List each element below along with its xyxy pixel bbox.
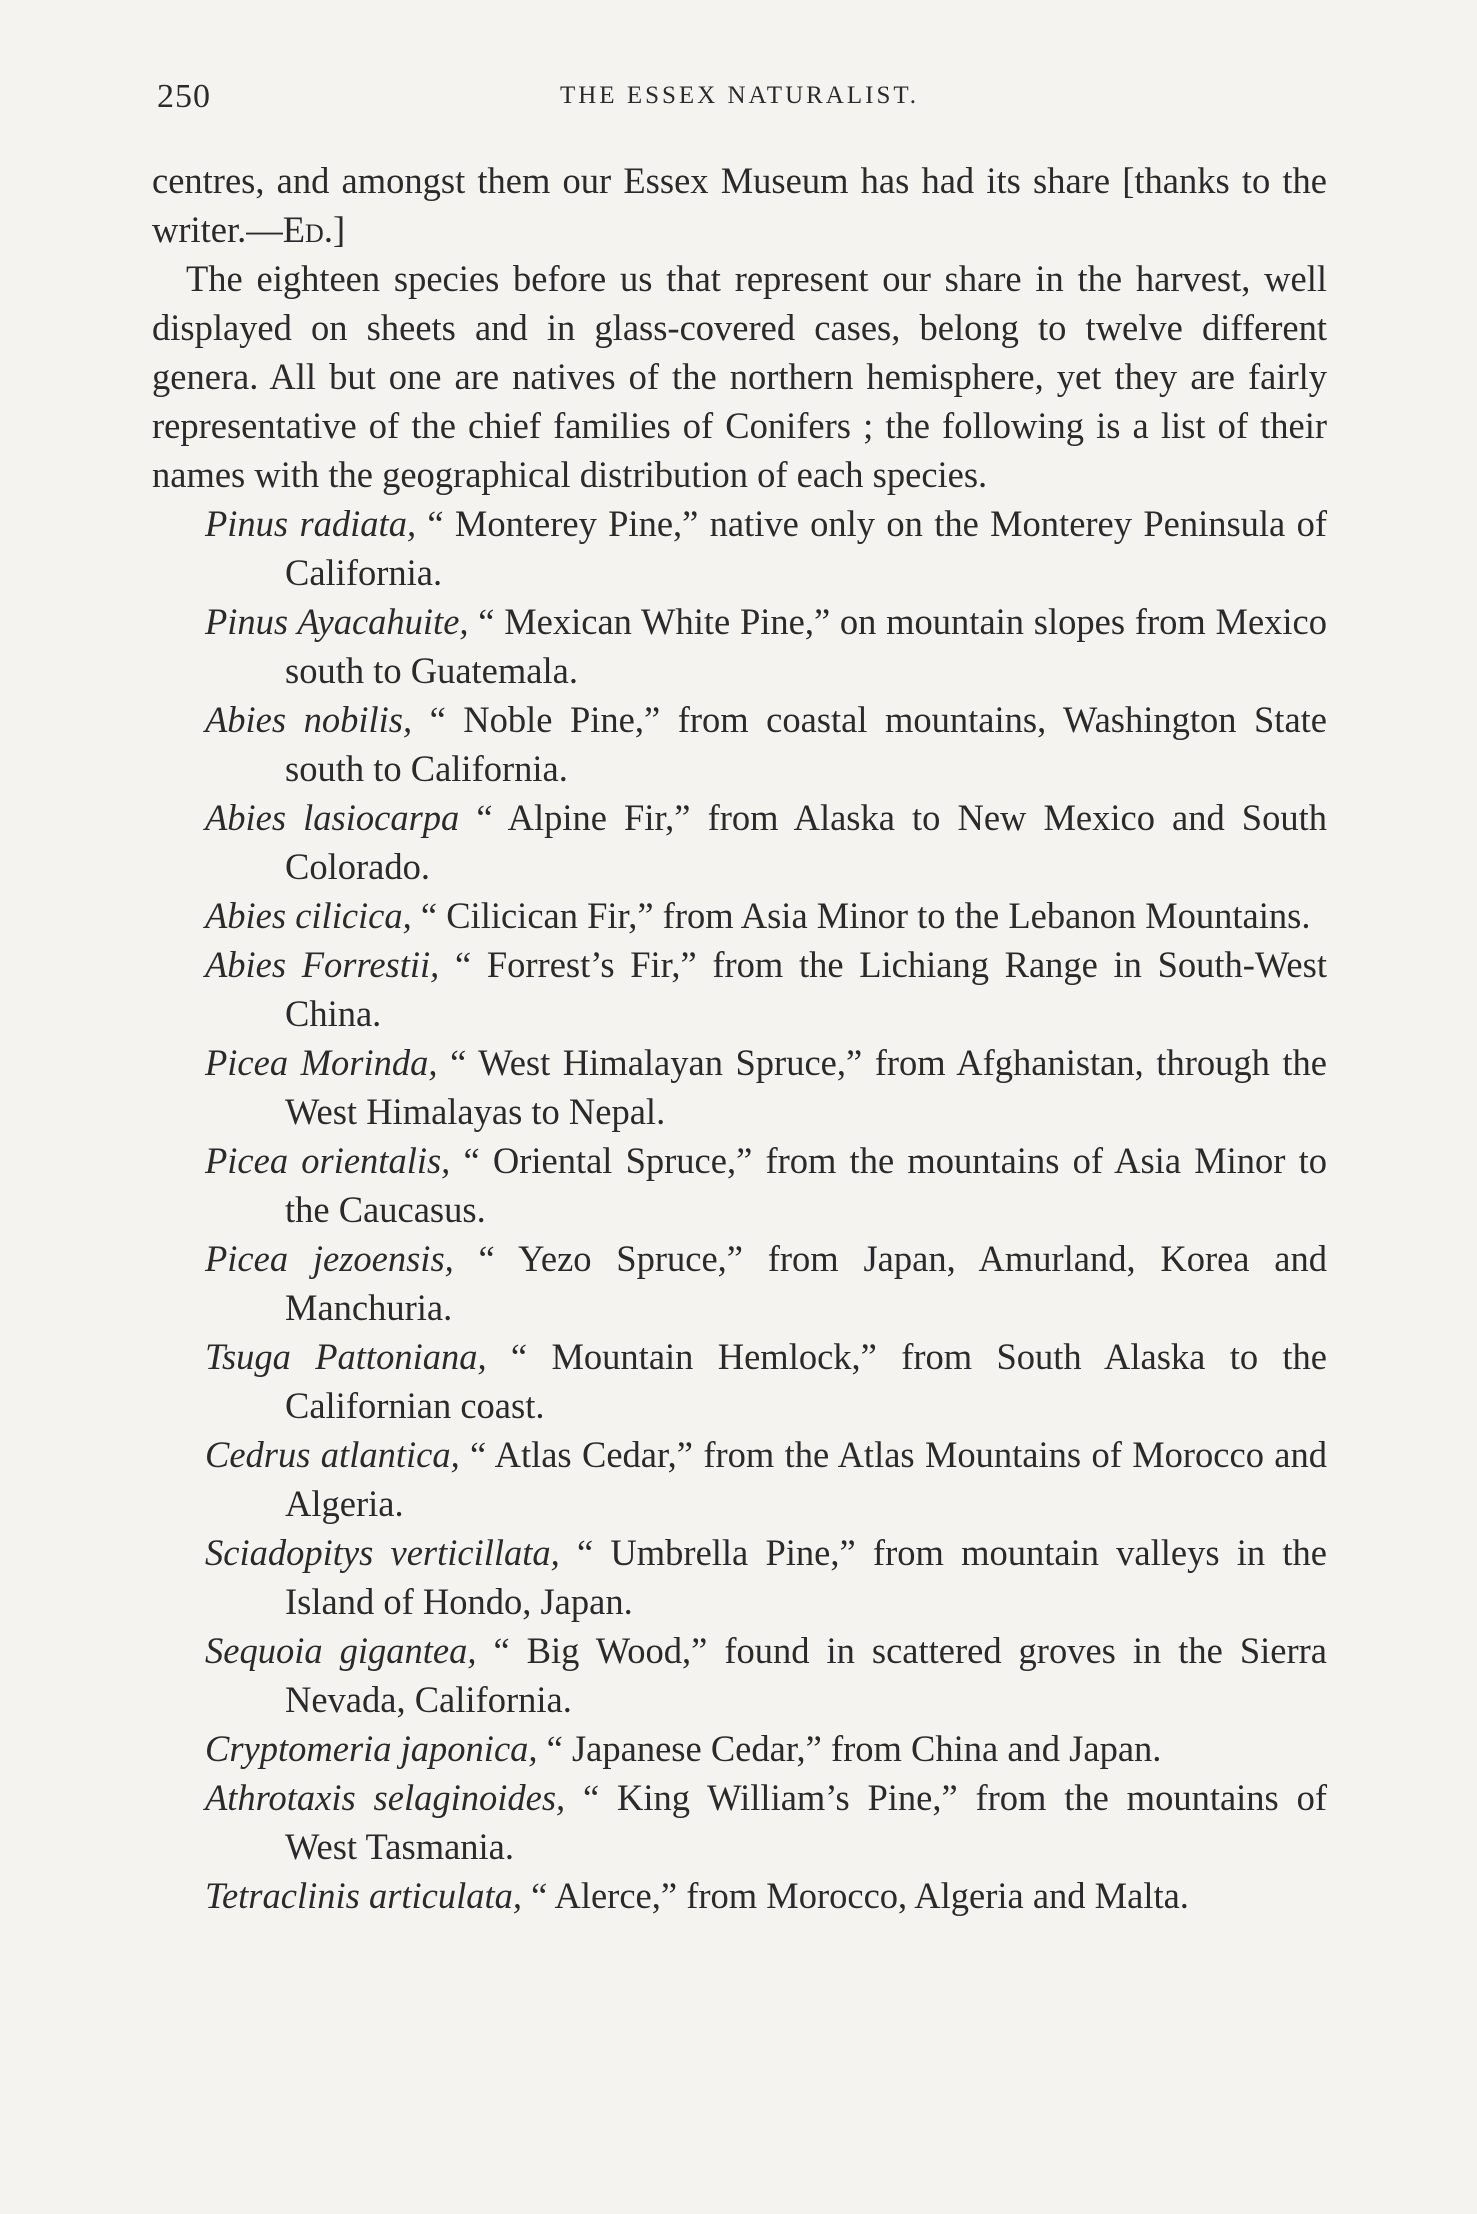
species-entry [205,499,1327,597]
species-latin-name: Picea orientalis, [205,1140,451,1181]
species-description: “ Monterey Pine,” native only on the Monterey Peninsula of California. [285,503,1327,593]
species-description: “ West Himalayan Spruce,” from Afghanistan, through the West Himalayas to Nepal. [285,1042,1328,1132]
intro-paragraph-2: The eighteen species before us that represent our share in the harvest, well displayed on sheets and in glass-covered cases, belong to twelve different genera. All but one are natives of the northern hemisphere, yet they are fairly representative of the chief families of Conifers ; the following is a list of their names with the geographical distribution of each species. [152,258,1327,495]
intro-paragraph-1 [152,156,1327,254]
running-title: THE ESSEX NATURALIST. [559,82,920,109]
species-description: “ Noble Pine,” from coastal mountains, Washington State south to California. [285,699,1327,789]
running-head [152,68,1327,124]
editor-abbreviation: Ed. [282,209,333,250]
species-entry [205,695,1327,793]
species-latin-name: Pinus radiata, [205,503,417,544]
species-description: “ King William’s Pine,” from the mountains of West Tasmania. [285,1777,1327,1867]
species-entry [205,793,1327,891]
species-latin-name: Pinus Ayacahuite, [205,601,469,642]
species-description: “ Cilicican Fir,” from Asia Minor to the Lebanon Mountains. [411,895,1311,936]
species-latin-name: Abies Forrestii, [205,944,440,985]
species-entry [205,597,1327,695]
species-entry [205,1332,1327,1430]
species-description: “ Mexican White Pine,” on mountain slopes from Mexico south to Guatemala. [285,601,1327,691]
species-entry [205,1136,1327,1234]
species-description: “ Atlas Cedar,” from the Atlas Mountains of Morocco and Algeria. [285,1434,1328,1524]
intro-paragraph-1-text: centres, and amongst them our Essex Museum has had its share [thanks to the writer.— [152,160,1327,250]
species-latin-name: Sequoia gigantea, [205,1630,477,1671]
species-entry [205,1871,1327,1920]
species-description: “ Big Wood,” found in scattered groves in the Sierra Nevada, California. [285,1630,1327,1720]
species-entry [205,1626,1327,1724]
species-latin-name: Abies nobilis, [205,699,413,740]
species-description: “ Oriental Spruce,” from the mountains of Asia Minor to the Caucasus. [285,1140,1327,1230]
species-entry [205,1038,1327,1136]
page-number: 250 [157,78,211,115]
species-list [152,499,1327,1920]
species-latin-name: Tsuga Pattoniana, [205,1336,487,1377]
species-entry [205,1234,1327,1332]
species-latin-name: Tetraclinis articulata, [205,1875,523,1916]
species-latin-name: Cryptomeria japonica, [205,1728,538,1769]
species-latin-name: Abies lasiocarpa [205,797,460,838]
species-description: “ Japanese Cedar,” from China and Japan. [537,1728,1162,1769]
species-entry [205,1724,1327,1773]
species-description: “ Umbrella Pine,” from mountain valleys in the Island of Hondo, Japan. [285,1532,1327,1622]
species-description: “ Yezo Spruce,” from Japan, Amurland, Korea and Manchuria. [285,1238,1327,1328]
species-entry [205,1430,1327,1528]
species-latin-name: Athrotaxis selaginoides, [205,1777,566,1818]
species-latin-name: Cedrus atlantica, [205,1434,460,1475]
species-entry [205,1528,1327,1626]
species-entry [205,940,1327,1038]
species-description: “ Forrest’s Fir,” from the Lichiang Range in South-West China. [285,944,1327,1034]
species-description: “ Alerce,” from Morocco, Algeria and Malta. [522,1875,1189,1916]
intro-paragraph-1-close: ] [332,209,346,250]
species-latin-name: Sciadopitys verticillata, [205,1532,560,1573]
species-description: “ Mountain Hemlock,” from South Alaska to the Californian coast. [285,1336,1328,1426]
species-latin-name: Picea jezoensis, [205,1238,454,1279]
species-description: “ Alpine Fir,” from Alaska to New Mexico and South Colorado. [285,797,1327,887]
species-latin-name: Picea Morinda, [205,1042,438,1083]
species-entry [205,1773,1327,1871]
species-entry [205,891,1327,940]
species-latin-name: Abies cilicica, [205,895,412,936]
